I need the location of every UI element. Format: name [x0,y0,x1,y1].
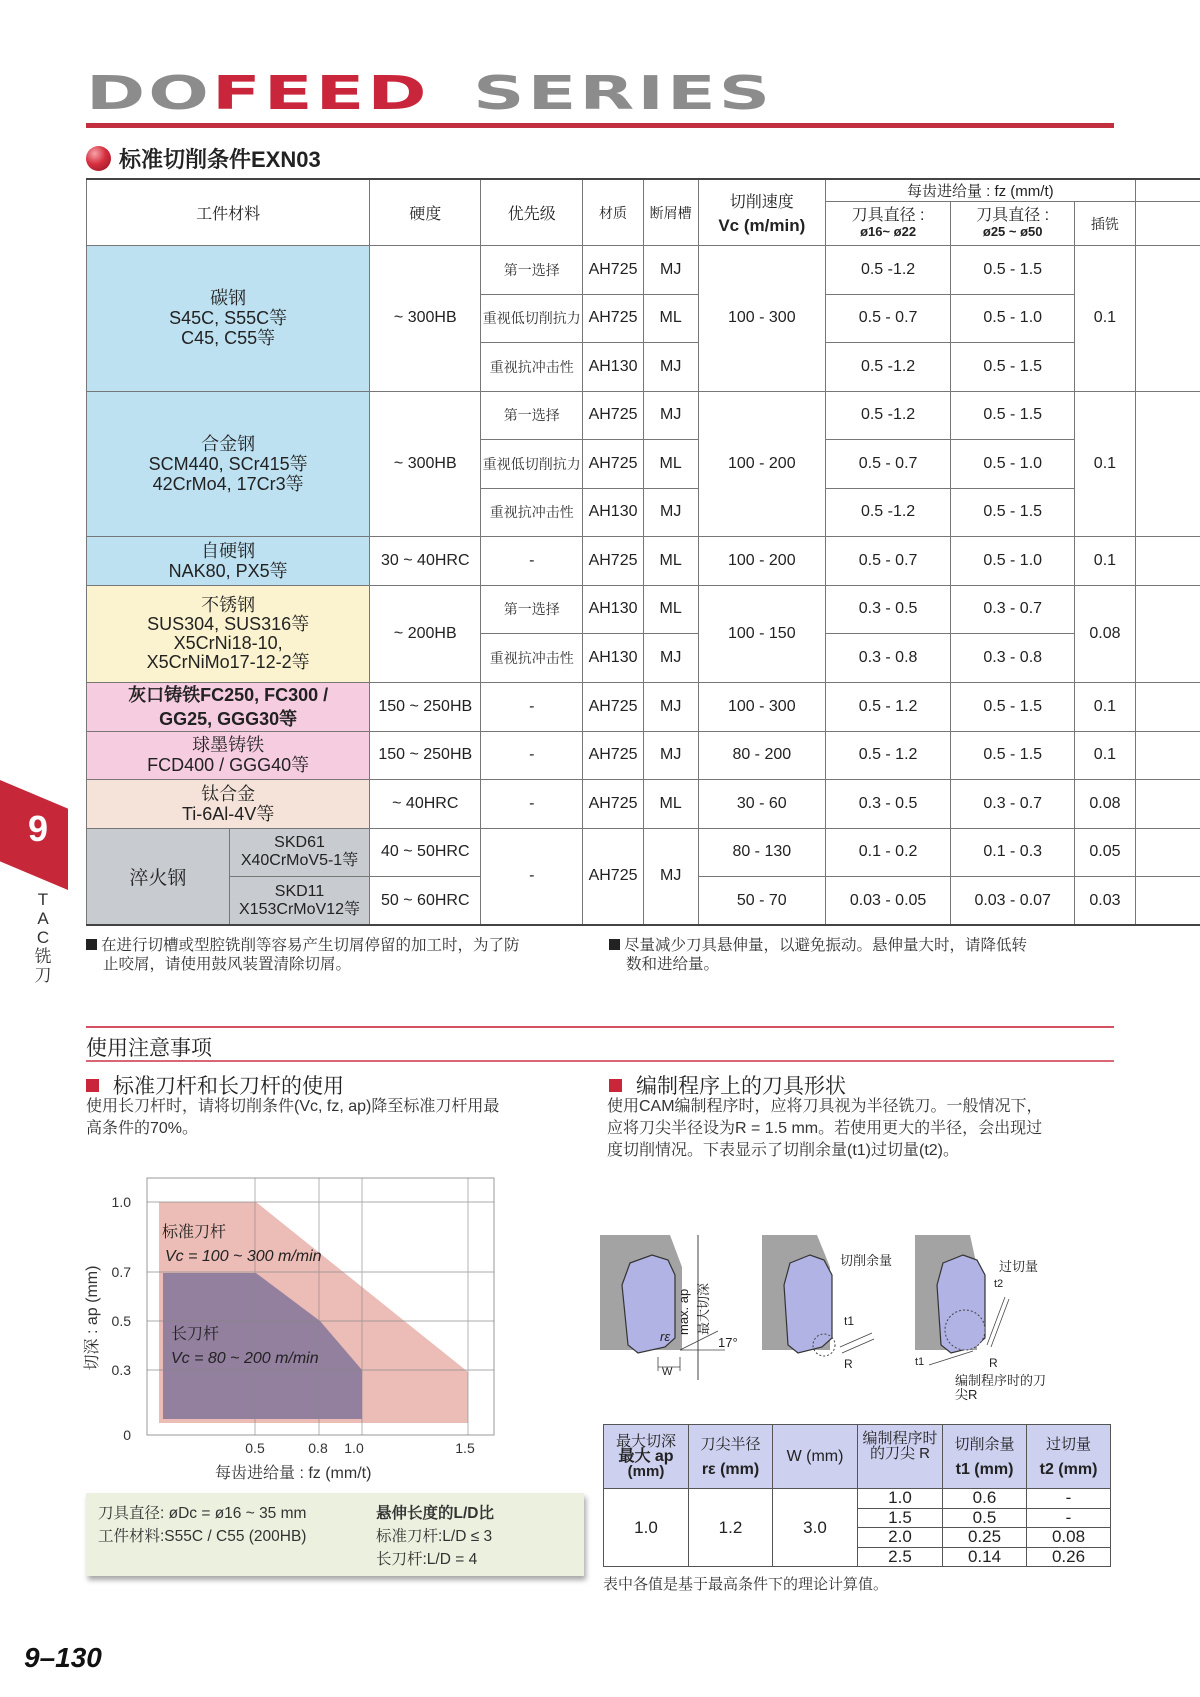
diagram-overcut [915,1235,1046,1402]
material-hardened-steel: 淬火钢 [87,828,230,925]
cutting-speed: 100 - 300 [698,682,825,731]
grade: AH130 [583,634,643,683]
fz-dia2: 0.03 - 0.07 [951,877,1075,926]
label-re: rε [660,1329,671,1344]
hardened-sub-skd11 [229,877,370,926]
fz-dia1: 0.5 - 0.7 [825,537,950,586]
material-name: 合金钢 [201,433,256,454]
priority: 重视抗冲击性 [481,488,583,537]
plunge: 0.1 [1075,682,1135,731]
fz-dia1: 0.5 - 1.2 [825,731,950,780]
material-grade-line: SUS304, SUS316等 [147,613,310,634]
extra-cell [1135,391,1200,537]
header-dia2-line1: 刀具直径 : [976,206,1050,224]
fz-dia2: 0.5 - 1.5 [951,682,1075,731]
material-grade-line: GG25, GGG30等 [159,708,298,729]
chipbreaker: MJ [643,488,698,537]
grade: AH725 [583,294,643,343]
fz-dia1: 0.5 - 0.7 [825,294,950,343]
header-hardness: 硬度 [370,179,481,246]
material-stainless-steel [87,585,370,682]
program-r: 1.5 [858,1508,943,1528]
section-title-text: 标准切削条件EXN03 [119,147,321,172]
priority: 第一选择 [481,246,583,295]
bullet-ball-icon [86,146,111,171]
radius-table-footnote: 表中各值是基于最高条件下的理论计算值。 [603,1576,889,1593]
plunge: 0.1 [1075,391,1135,537]
label-max-ap: max. ap [676,1288,691,1335]
header-cutting-speed [698,179,825,246]
header-feed-group: 每齿进给量 : fz (mm/t) [825,179,1135,202]
fz-dia2: 0.5 - 1.5 [951,343,1075,392]
cutting-speed: 30 - 60 [698,780,825,829]
t1-value: 0.5 [943,1508,1027,1528]
material-grade-line: NAK80, PX5等 [168,560,288,581]
cutting-conditions-table [86,178,1200,926]
table-row [87,537,1200,586]
series-long-vc: Vc = 80 ~ 200 m/min [171,1350,319,1367]
series-long-name: 长刀杆 [171,1326,220,1343]
note-right-line1: 尽量减少刀具悬伸量，以避免振动。悬伸量大时，请降低转 [624,937,1028,954]
material-grade-line: FCD400 / GGG40等 [147,755,310,776]
material-grade-line: 灰口铸铁FC250, FC300 / [128,684,329,705]
header-extra [1135,179,1200,202]
header-dia2 [951,202,1075,246]
hardness: 150 ~ 250HB [370,682,481,731]
header-line: t1 (mm) [955,1460,1014,1478]
material-grade-line: X40CrMoV5-1等 [240,852,359,870]
cutting-speed: 100 - 200 [698,391,825,537]
fz-dia1: 0.5 -1.2 [825,488,950,537]
paragraph-tool-shape [607,1096,1127,1162]
chipbreaker: MJ [643,828,698,925]
table-row [604,1489,1111,1509]
fz-dia1: 0.03 - 0.05 [825,877,950,926]
t1-value: 0.6 [943,1489,1027,1509]
chipbreaker: MJ [643,343,698,392]
info-line: 刀具直径: øDc = ø16 ~ 35 mm [98,1505,307,1522]
fz-dia2: 0.5 - 1.0 [951,440,1075,489]
header-line: 过切量 [1045,1435,1091,1453]
material-grade-line: Ti-6Al-4V等 [181,803,275,824]
priority: - [481,537,583,586]
y-tick: 0.3 [111,1362,131,1378]
priority: 第一选择 [481,391,583,440]
table-row [87,828,1200,877]
cutting-speed: 50 - 70 [698,877,825,926]
chipbreaker: MJ [643,682,698,731]
extra-cell [1135,537,1200,586]
hardness: ~ 40HRC [370,780,481,829]
grade: AH130 [583,343,643,392]
label-remaining-stock: 切削余量 [840,1253,893,1268]
table-row [87,731,1200,780]
header-extra-2 [1135,202,1200,246]
header-line: 的刀尖 R [869,1445,930,1462]
note-left-line2: 止咬屑，请使用鼓风装置清除切屑。 [103,956,352,973]
x-tick: 0.5 [245,1440,265,1456]
note-left-line1: 在进行切槽或型腔铣削等容易产生切屑停留的加工时，为了防 [101,937,520,954]
header-line: rε (mm) [701,1460,760,1478]
x-tick: 1.5 [455,1440,475,1456]
fz-dia2: 0.1 - 0.3 [951,828,1075,877]
header-w: W (mm) [773,1425,858,1489]
header-speed-line2: Vc (m/min) [718,216,806,235]
chapter-label-char: 铣 [34,947,52,966]
info-line: 标准刀杆:L/D ≤ 3 [376,1528,493,1545]
header-material: 工件材料 [87,179,370,246]
material-carbon-steel [87,246,370,392]
fz-dia2: 0.5 - 1.5 [951,731,1075,780]
chipbreaker: MJ [643,391,698,440]
series-standard-vc: Vc = 100 ~ 300 m/min [165,1248,322,1265]
priority: 重视低切削抗力 [481,294,583,343]
fz-dia2: 0.5 - 1.0 [951,294,1075,343]
x-tick: 0.8 [308,1440,328,1456]
y-tick: 0.7 [111,1264,131,1280]
cutting-speed: 100 - 300 [698,246,825,392]
header-dia1 [825,202,950,246]
header-dia1-line2: ø16~ ø22 [860,223,917,239]
label-t1: t1 [915,1356,925,1368]
material-prehardened-steel [87,537,370,586]
priority: 重视抗冲击性 [481,343,583,392]
logo-do: DO [86,66,213,120]
material-name: 碳钢 [210,288,247,309]
paragraph-holder-usage [86,1096,576,1140]
program-r: 2.5 [858,1547,943,1567]
hardness: ~ 300HB [370,391,481,537]
tool-shape-diagrams [600,1235,1120,1415]
t2-value: - [1027,1489,1111,1509]
material-ductile-cast-iron [87,731,370,780]
bullet-square-icon [86,939,97,950]
chipbreaker: ML [643,537,698,586]
bullet-square-icon [86,1079,99,1092]
label-t1: t1 [844,1314,855,1328]
bullet-square-icon [609,939,620,950]
header-line: 最大 ap [618,1448,674,1465]
header-t2 [1027,1425,1111,1489]
header-priority: 优先级 [481,179,583,246]
header-rule [86,123,1114,128]
program-r: 2.0 [858,1528,943,1548]
note-right [609,936,1129,974]
plunge: 0.08 [1075,780,1135,829]
grade: AH725 [583,440,643,489]
priority: 重视抗冲击性 [481,634,583,683]
paragraph-line: 应将刀尖半径设为R = 1.5 mm。若使用更大的半径，会出现过 [607,1120,1043,1137]
chapter-label [33,890,53,985]
extra-cell [1135,877,1200,926]
table-row [87,585,1200,634]
plunge: 0.03 [1075,877,1135,926]
header-program-r [858,1425,943,1489]
grade: AH725 [583,731,643,780]
material-alloy-steel [87,391,370,537]
priority: - [481,682,583,731]
header-t1 [943,1425,1027,1489]
plunge: 0.1 [1075,537,1135,586]
diagram-remaining-stock [762,1235,892,1371]
series-logo [86,66,774,120]
fz-dia2: 0.5 - 1.5 [951,246,1075,295]
info-line: 工件材料:S55C / C55 (200HB) [98,1528,307,1545]
header-dia2-line2: ø25 ~ ø50 [982,223,1043,239]
header-line: 编制程序时 [862,1430,938,1447]
material-grade-line: C45, C55等 [181,328,276,349]
fz-dia2: 0.3 - 0.7 [951,780,1075,829]
grade: AH725 [583,246,643,295]
label-overcut: 过切量 [999,1259,1039,1274]
section-title [86,143,321,174]
corner-radius-value: 1.2 [689,1489,773,1567]
grade: AH130 [583,585,643,634]
hardened-sub-skd61 [229,828,370,877]
material-grade-line: X5CrNiMo17-12-2等 [146,651,310,672]
feed-depth-chart [75,1170,505,1470]
chapter-label-char: A [37,909,49,928]
page-number: 9–130 [24,1642,102,1673]
chapter-label-char: 刀 [34,966,52,985]
chapter-label-char: T [37,890,49,909]
grade: AH130 [583,488,643,537]
fz-dia2: 0.5 - 1.0 [951,537,1075,586]
priority: - [481,731,583,780]
priority: 重视低切削抗力 [481,440,583,489]
chapter-label-char: C [36,928,50,947]
chart-info-box [86,1493,584,1576]
fz-dia1: 0.1 - 0.2 [825,828,950,877]
w-value: 3.0 [773,1489,858,1567]
material-gray-cast-iron [87,682,370,731]
table-row [87,780,1200,829]
label-t2: t2 [994,1278,1004,1290]
fz-dia2: 0.3 - 0.7 [951,585,1075,634]
label-max-depth: 最大切深 [696,1282,711,1335]
y-tick: 0 [123,1427,131,1443]
material-grade-line: SKD61 [274,834,325,852]
chipbreaker: MJ [643,634,698,683]
fz-dia1: 0.3 - 0.5 [825,780,950,829]
fz-dia2: 0.5 - 1.5 [951,391,1075,440]
header-chipbreaker: 断屑槽 [643,179,698,246]
material-grade-line: SCM440, SCr415等 [148,453,308,474]
chapter-number: 9 [28,808,49,849]
paragraph-line: 使用CAM编制程序时，应将刀具视为半径铣刀。一般情况下， [607,1098,1043,1115]
hardness: 40 ~ 50HRC [370,828,481,877]
material-name: 自硬钢 [201,540,256,561]
logo-series: SERIES [473,66,774,120]
material-name: 不锈钢 [201,594,256,615]
t1-value: 0.14 [943,1547,1027,1567]
plunge: 0.08 [1075,585,1135,682]
fz-dia1: 0.5 -1.2 [825,391,950,440]
header-corner-radius [689,1425,773,1489]
header-line: t2 (mm) [1039,1460,1098,1478]
label-program-r-2: 尖R [955,1387,978,1402]
label-r: R [844,1357,853,1371]
fz-dia1: 0.5 - 1.2 [825,682,950,731]
material-grade-line: X5CrNi18-10, [173,632,283,653]
fz-dia1: 0.5 -1.2 [825,343,950,392]
cutting-speed: 80 - 200 [698,731,825,780]
t2-value: 0.08 [1027,1528,1111,1548]
fz-dia1: 0.3 - 0.8 [825,634,950,683]
chipbreaker: ML [643,585,698,634]
material-titanium-alloy [87,780,370,829]
chipbreaker: ML [643,440,698,489]
header-line: 最大切深 [615,1433,676,1450]
header-plunge: 插铣 [1075,202,1135,246]
caution-rule-top [86,1026,1114,1028]
max-ap-value: 1.0 [604,1489,689,1567]
info-line: 长刀杆:L/D = 4 [376,1551,478,1568]
material-grade-line: SKD11 [274,882,325,900]
priority: - [481,828,583,925]
fz-dia2: 0.5 - 1.5 [951,488,1075,537]
table-row [87,391,1200,440]
label-w: W [662,1366,673,1378]
chipbreaker: ML [643,294,698,343]
t1-value: 0.25 [943,1528,1027,1548]
hardness: 50 ~ 60HRC [370,877,481,926]
subheading-text: 编制程序上的刀具形状 [636,1075,846,1098]
material-grade-line: X153CrMoV12等 [239,900,360,918]
label-r: R [989,1356,998,1370]
caution-title: 使用注意事项 [86,1037,212,1060]
plunge: 0.1 [1075,731,1135,780]
header-line: 切削余量 [954,1435,1015,1453]
x-tick: 1.0 [344,1440,364,1456]
extra-cell [1135,682,1200,731]
bullet-square-icon [609,1079,622,1092]
program-r: 1.0 [858,1489,943,1509]
header-line: (mm) [627,1463,665,1480]
x-axis-label: 每齿进给量 : fz (mm/t) [215,1465,372,1482]
material-grade-line: S45C, S55C等 [169,308,288,329]
extra-cell [1135,780,1200,829]
hardness: ~ 200HB [370,585,481,682]
chipbreaker: ML [643,780,698,829]
logo-feed: FEED [212,66,430,120]
header-dia1-line1: 刀具直径 : [851,206,925,224]
plunge: 0.05 [1075,828,1135,877]
hardness: 150 ~ 250HB [370,731,481,780]
header-speed-line1: 切削速度 [729,194,794,211]
fz-dia1: 0.3 - 0.5 [825,585,950,634]
hardness: 30 ~ 40HRC [370,537,481,586]
series-standard-name: 标准刀杆 [162,1224,227,1241]
table-row [87,682,1200,731]
extra-cell [1135,585,1200,682]
header-max-ap [604,1425,689,1489]
fz-dia2: 0.3 - 0.8 [951,634,1075,683]
paragraph-line: 度切削情况。下表显示了切削余量(t1)过切量(t2)。 [607,1142,960,1159]
fz-dia1: 0.5 - 0.7 [825,440,950,489]
diagram-max-depth [600,1235,738,1380]
chipbreaker: MJ [643,246,698,295]
paragraph-line: 使用长刀杆时，请将切削条件(Vc, fz, ap)降至标准刀杆用最 [86,1098,500,1115]
material-name: 球墨铸铁 [192,735,265,756]
grade: AH725 [583,682,643,731]
plunge: 0.1 [1075,246,1135,392]
caution-rule-bottom [86,1060,1114,1062]
y-tick: 0.5 [111,1313,131,1329]
extra-cell [1135,828,1200,877]
note-right-line2: 数和进给量。 [626,956,720,973]
y-axis-label: 切深 : ap (mm) [84,1265,101,1371]
hardness: ~ 300HB [370,246,481,392]
info-title: 悬伸长度的L/D比 [376,1505,494,1522]
material-grade-line: 42CrMo4, 17Cr3等 [152,473,304,494]
grade: AH725 [583,780,643,829]
priority: 第一选择 [481,585,583,634]
y-tick: 1.0 [111,1194,131,1210]
priority: - [481,780,583,829]
label-angle: 17° [718,1335,738,1350]
corner-radius-table [603,1424,1111,1567]
cutting-speed: 100 - 200 [698,537,825,586]
chipbreaker: MJ [643,731,698,780]
cutting-speed: 80 - 130 [698,828,825,877]
extra-cell [1135,731,1200,780]
note-left [86,936,606,974]
material-name: 钛合金 [201,783,256,804]
grade: AH725 [583,828,643,925]
t2-value: - [1027,1508,1111,1528]
header-line: 刀尖半径 [700,1435,761,1453]
subheading-text: 标准刀杆和长刀杆的使用 [113,1075,344,1098]
table-row [87,246,1200,295]
grade: AH725 [583,391,643,440]
grade: AH725 [583,537,643,586]
label-program-r: 编制程序时的刀 [955,1373,1047,1388]
header-grade: 材质 [583,179,643,246]
paragraph-line: 高条件的70%。 [86,1120,199,1137]
t2-value: 0.26 [1027,1547,1111,1567]
cutting-speed: 100 - 150 [698,585,825,682]
fz-dia1: 0.5 -1.2 [825,246,950,295]
extra-cell [1135,246,1200,392]
